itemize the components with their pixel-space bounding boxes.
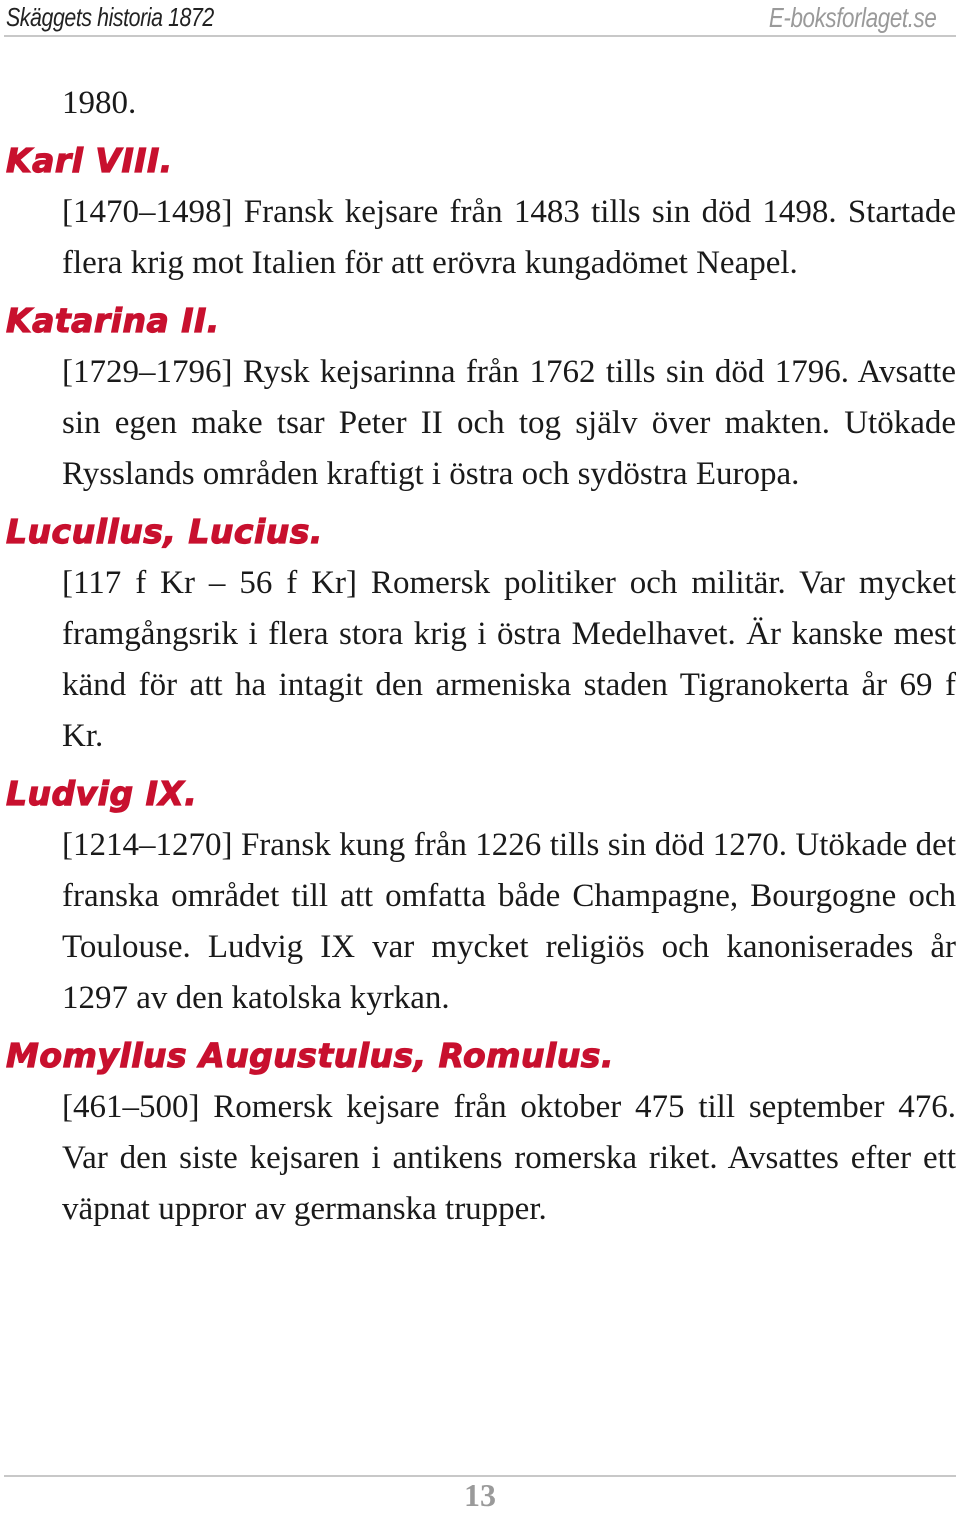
- entry-title: Lucullus, Lucius.: [6, 512, 323, 551]
- continued-text: 1980.: [62, 85, 137, 121]
- entry-title: Katarina II.: [6, 301, 220, 340]
- entry-karl-viii: [0, 141, 960, 289]
- running-header: [0, 0, 960, 36]
- entry-text: [1729–1796] Rysk kejsarinna från 1762 tills sin död 1796. Avsatte sin egen make tsar Peter II och tog själv över makten. Utökade Rysslands områden kraftigt i östra och sydöstra Europa.: [62, 354, 956, 492]
- page-number: 13: [464, 1477, 496, 1513]
- entry-text: [1214–1270] Fransk kung från 1226 tills sin död 1270. Utökade det franska området till att omfatta både Champagne, Bourgogne och Toulouse. Ludvig IX var mycket religiös och kanoniserades år 1297 av den katolska kyrkan.: [62, 827, 956, 1016]
- entry-lucullus-lucius: [0, 512, 960, 762]
- page-content: [0, 78, 960, 1247]
- book-title: Skäggets historia 1872: [6, 2, 214, 32]
- entry-ludvig-ix: [0, 774, 960, 1024]
- entry-text: [1470–1498] Fransk kejsare från 1483 tills sin död 1498. Startade flera krig mot Italien för att erövra kungadömet Neapel.: [62, 194, 956, 281]
- entry-text: [117 f Kr – 56 f Kr] Romersk politiker och militär. Var mycket framgångsrik i flera stora krig i östra Medelhavet. Är kanske mest känd för att ha intagit den armeniska staden Tigranokerta år 69 f Kr.: [62, 565, 956, 754]
- entry-title: Ludvig IX.: [6, 774, 198, 813]
- entry-momyllus-augustulus: [0, 1036, 960, 1235]
- publisher-name: E-boksforlaget.se: [768, 2, 936, 33]
- entry-title: Momyllus Augustulus, Romulus.: [6, 1036, 614, 1075]
- header-divider: [4, 35, 956, 37]
- entry-text: [461–500] Romersk kejsare från oktober 475 till september 476. Var den siste kejsaren i antikens romerska riket. Avsattes efter ett väpnat uppror av germanska trupper.: [62, 1089, 956, 1227]
- entry-title: Karl VIII.: [6, 141, 173, 180]
- entry-katarina-ii: [0, 301, 960, 500]
